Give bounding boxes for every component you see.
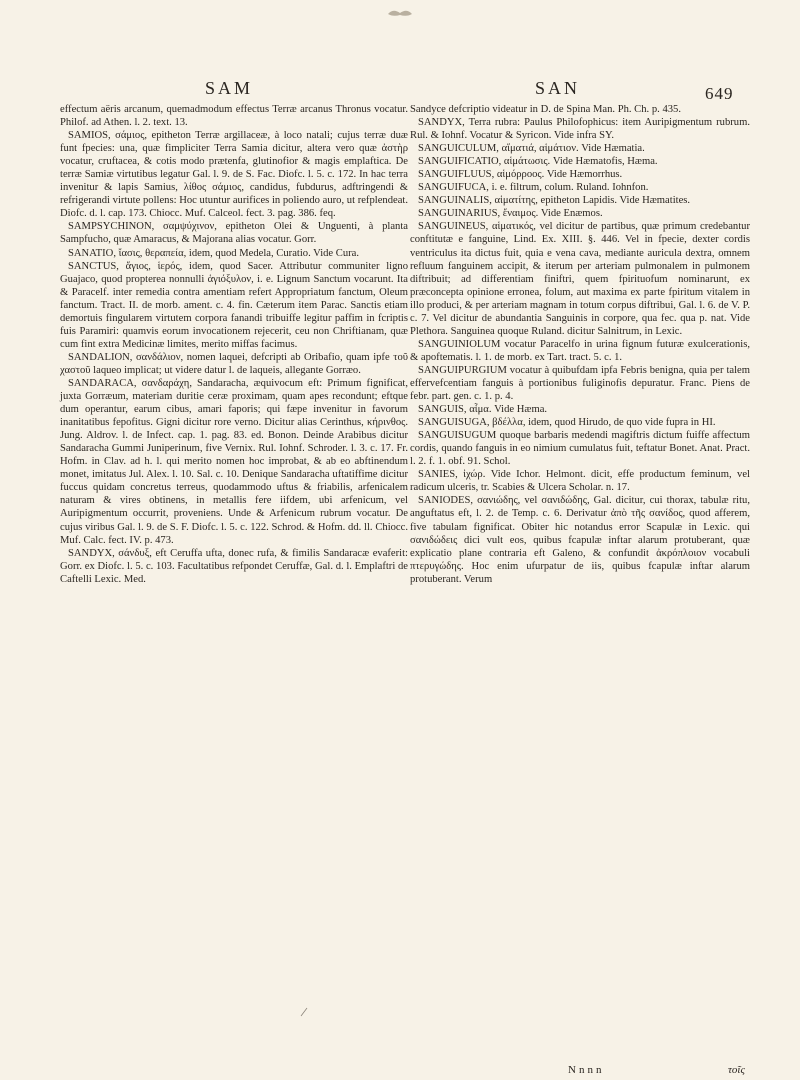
- entry: SANDALION, σανδάλιον, nomen laquei, defcripti ab Oribafio, quam ipfe τοῦ χαστοῦ laqueo implicat; ut videre datur l. de laqueis, allegante Gorræo.: [60, 351, 408, 376]
- page-number: 649: [705, 84, 734, 103]
- entry: SANIODES, σανιώδης, vel σανιδώδης, Gal. dicitur, cui thorax, tabulæ ritu, anguftatus eft, l. 2. de Temp. c. 6. Derivatur ἀπὸ τῆς σανίδος, quod afferem, five tabulam fignificat. Obiter hic notandus error Scapulæ in Lexic. qui σανιδώδεις dici vult eos, quibus fcapulæ inftar alarum protuberant, quæ explicatio plane contraria eft Galeno, & confundit ἀκρόπλοιον vocabuli πτερυγώδης. Hoc enim ufurpatur de iis, quibus fcapulæ inftar alarum protuberant. Verum: [410, 495, 750, 585]
- entry: SANDYX, Terra rubra: Paulus Philofophicus: item Auripigmentum rubrum. Rul. & Iohnf. Vocatur & Syricon. Vide infra SY.: [410, 117, 750, 142]
- entry: SANIES, ἰχώρ. Vide Ichor. Helmont. dicit, effe productum feminum, vel radicum ulceris, tr. Scabies & Ulcera Scholar. n. 17.: [410, 469, 750, 494]
- entry: SANGUINALIS, αἱματίτης, epitheton Lapidis. Vide Hæmatites.: [418, 195, 691, 207]
- entry: SANGUINIOLUM vocatur Paracelfo in urina fignum futuræ exulcerationis, & apoftematis. l. 1. de morb. ex Tart. tract. 5. c. 1.: [410, 338, 750, 363]
- entry: SANGUIFICATIO, αἱμάτωσις. Vide Hæmatofis, Hæma.: [418, 156, 658, 168]
- header-right: SAN: [535, 78, 581, 98]
- entry: SANATIO, ἴασις, θεραπεία, idem, quod Medela, Curatio. Vide Cura.: [68, 247, 360, 259]
- entry: SANGUIS, αἷμα. Vide Hæma.: [418, 404, 548, 416]
- entry: SANGUINARIUS, ἔναιμος. Vide Enæmos.: [418, 208, 603, 220]
- entry: SANGUICULUM, αἵματιά, αἱμάτιον. Vide Hæmatia.: [418, 143, 645, 155]
- entry: SANGUINEUS, αἱματικός, vel dicitur de partibus, quæ primum credebantur conftitutæ e fanguine, Lind. Ex. XIII. §. 446. Vel in fpecie, dexter cordis ventriculus ita dictus fuit, quia e vena cava, mediante auricula dextra, omnem refluum fanguinem accipit, & iterum per arteriam pulmonalem in pulmonem diftribuit; ad differentiam finiftri, quem fpirituofum nominarunt, ex præconcepta opinione erronea, folum, aut maxima ex parte fpiritum vitalem in illo produci, & per arteriam magnam in totum corpus diftribui, Gal. l. 6. de V. P. c. 7. Vel dicitur de abundantia Sanguinis in corpore, qua fec. qua p. nat. Vide Plethora. Sanguinea quoque Ruland. dicitur Salnitrum, in Lexic.: [410, 221, 750, 337]
- left-column: [60, 103, 408, 586]
- entry: SANGUIPURGIUM vocatur à quibufdam ipfa Febris benigna, quia per talem effervefcentiam fanguis à portionibus fuliginofis depuratur. Franc. Piens de febr. part. gen. c. 1. p. 4.: [410, 364, 750, 403]
- entry: SANGUIFUCA, i. e. filtrum, colum. Ruland. Iohnfon.: [418, 182, 649, 194]
- running-header: [0, 72, 800, 102]
- signature-mark: Nnnn: [568, 1064, 605, 1076]
- entry: SAMPSYCHINON, σαμψύχινον, epitheton Olei & Unguenti, à planta Sampfucho, quæ Amaracus, & Majorana alias vocatur. Gorr.: [60, 221, 408, 246]
- paragraph: effectum aëris arcanum, quemadmodum effectus Terræ arcanus Thronus vocatur. Philof. ad Athen. l. 2. text. 13.: [60, 104, 408, 129]
- entry: SANCTUS, ἅγιος, ἱερός, idem, quod Sacer. Attributur communiter ligno Guajaco, quod propterea nonnulli ἁγιόξυλον, i. e. Lignum Sanctum vocarunt. Ita & Paracelf. inter remedia contra amentiam refert Appropriatum fanctum, Oleum fanctum. Tract. II. de morb. ament. c. 4. fin. Cæterum item Parac. Sanctis etiam demortuis fingularem virtutem corpora fanandi tribuiffe legitur paffim in fcriptis fuis Paramiri: quamvis eorum invocationem rejecerit, ceu non Chriftianam, quæ cum fint extra Medicinæ limites, merito miffas facimus.: [60, 260, 408, 350]
- entry: SAMIOS, σάμιος, epitheton Terræ argillaceæ, à loco natali; cujus terræ duæ funt fpecies: una, quæ fimpliciter Terra Samia dicitur, altera vero quæ ἀστὴρ vocatur, cruftacea, & cotis modo prætenfa, glutinofior & magis emplaftica. De terræ Samiæ virtutibus legatur Gal. l. 9. de S. Fac. Diofc. l. 5. c. 172. In hac terra invenitur & lapis Samius, λίθος σάμιος, candidus, fubdurus, adftringendi & refrigerandi virtute pollens: Hoc utuntur aurifices in poliendo auro, ut refplendeat. Diofc. d. l. cap. 173. Chiocc. Muf. Calceol. fect. 3. pag. 386. feq.: [60, 130, 408, 220]
- entry: SANGUISUGA, βδέλλα, idem, quod Hirudo, de quo vide fupra in HI.: [418, 417, 716, 429]
- entry: SANDYX, σάνδυξ, eft Ceruffa ufta, donec rufa, & fimilis Sandaracæ evaferit: Gorr. ex Diofc. l. 5. c. 103. Facultatibus refpondet Ceruffæ, Gal. d. l. Emplaftri de Caftelli Lexic. Med.: [60, 547, 408, 585]
- catchword: τοῖς: [728, 1064, 745, 1076]
- header-left: SAM: [205, 78, 254, 98]
- entry: SANDARACA, σανδαράχη, Sandaracha, æquivocum eft: Primum fignificat, juxta Gorræum, materiam duritie ceræ proximam, quam apes recondunt; eftque dum operantur, earum cibus, amari faporis; qui fæpe invenitur in favorum inanitatibus fepofitus. Gigni dicitur rore verno. Dicitur alias Cerinthus, κήρινθος. Jung. Aldrov. l. de Infect. cap. 1. pag. 83. ed. Bonon. Deinde Arabibus dicitur Sandaracha Gummi Juniperinum, five Vernix. Rul. Iohnf. Schroder. l. 3. c. 17. Fr. Hofm. in Clav. ad h. l. qui merito nomen hoc improbat, & ab eo abftinendum monet, imitatus Jul. Alex. l. 10. Sal. c. 10. Denique Sandaracha uftatiffime dicitur fuccus quidam concretus terreus, quodammodo uftus & friabilis, arfenicalem naturam & vires obtinens, in metallis fere iifdem, ubi arfenicum, vel Auripigmentum occurrit, proveniens. Unde & Arfenicum rubrum vocatur. De cujus viribus Gal. l. 9. de S. F. Diofc. l. 5. c. 122. Schrod. & Hofm. dd. ll. Chiocc. Muf. Calc. fect. IV. p. 473.: [60, 377, 408, 546]
- entry: SANGUIFLUUS, αἱμόρροος. Vide Hæmorrhus.: [418, 169, 623, 181]
- ornament-icon: [385, 6, 415, 20]
- entry: SANGUISUGUM quoque barbaris medendi magiftris dictum fuiffe affectum cordis, quando fanguis in eo nimium cumulatus fuit, teftatur Bonet. Anat. Pract. l. 2. f. 1. obf. 91. Schol.: [410, 430, 750, 468]
- right-column: [410, 103, 750, 586]
- margin-mark-icon: [300, 1007, 308, 1017]
- paragraph: Sandyce defcriptio videatur in D. de Spina Man. Ph. Ch. p. 435.: [410, 104, 681, 115]
